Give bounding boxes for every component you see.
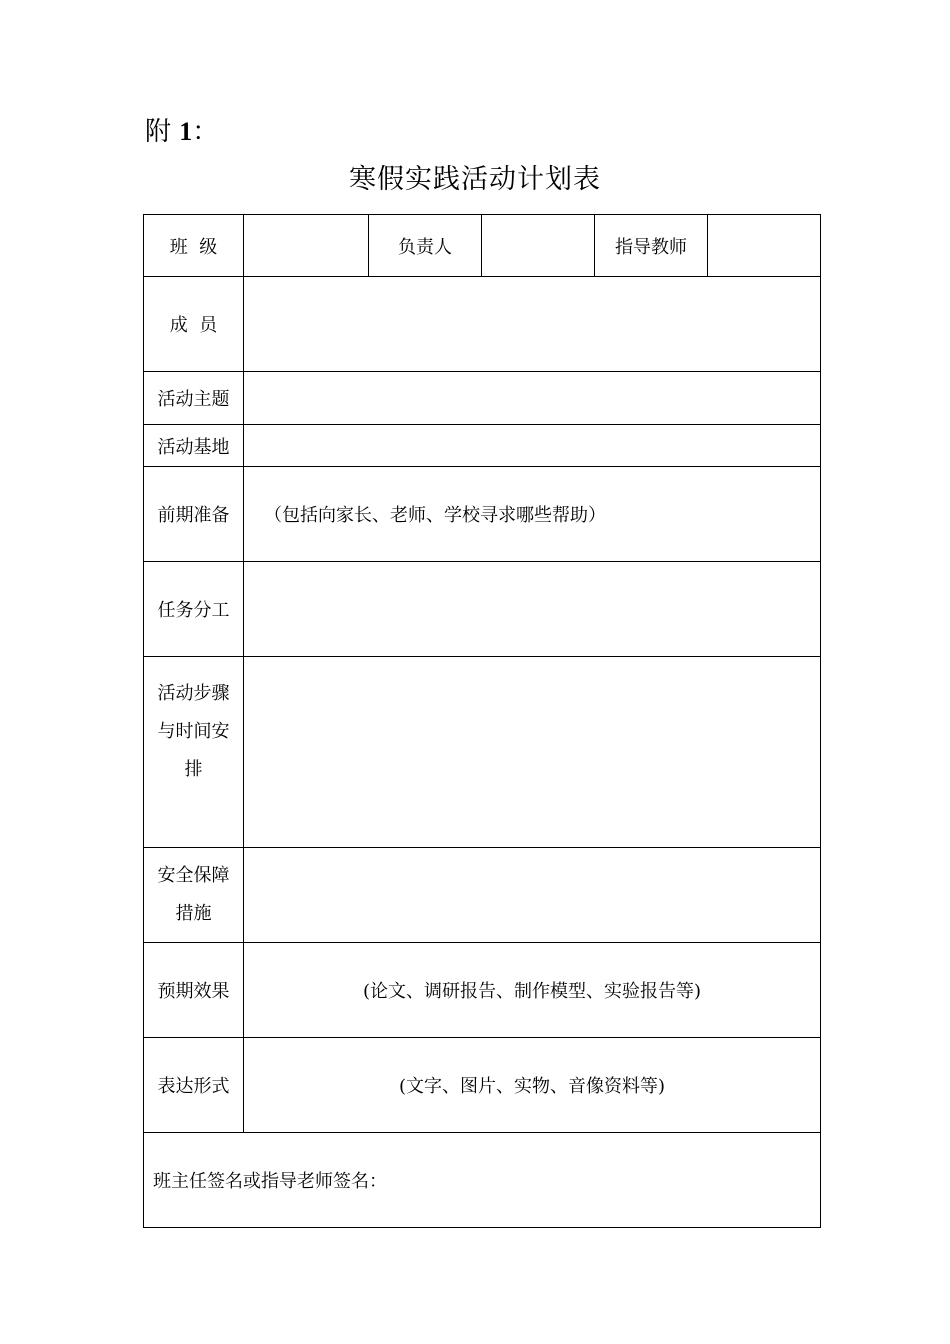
- steps-label-line: 排: [184, 759, 203, 780]
- safety-label: [144, 848, 244, 943]
- preparation-label: 前期准备: [144, 467, 244, 562]
- class-field[interactable]: [244, 215, 369, 277]
- table-row: [144, 848, 821, 943]
- table-row: [144, 1133, 821, 1228]
- table-row: [144, 215, 821, 277]
- preparation-field[interactable]: （包括向家长、老师、学校寻求哪些帮助）: [244, 467, 821, 562]
- expression-label: 表达形式: [144, 1038, 244, 1133]
- expected-label: 预期效果: [144, 943, 244, 1038]
- division-label: 任务分工: [144, 562, 244, 657]
- steps-label-line: 活动步骤: [157, 683, 230, 704]
- base-label: 活动基地: [144, 425, 244, 467]
- table-row: [144, 467, 821, 562]
- division-field[interactable]: [244, 562, 821, 657]
- table-row: [144, 372, 821, 425]
- table-row: [144, 1038, 821, 1133]
- theme-label: 活动主题: [144, 372, 244, 425]
- members-field[interactable]: [244, 277, 821, 372]
- table-row: [144, 425, 821, 467]
- attachment-label: 附 1：: [145, 117, 219, 147]
- table-row: [144, 943, 821, 1038]
- safety-label-line: 措施: [175, 903, 212, 924]
- base-field[interactable]: [244, 425, 821, 467]
- expected-field[interactable]: (论文、调研报告、制作模型、实验报告等): [244, 943, 821, 1038]
- leader-field[interactable]: [482, 215, 595, 277]
- steps-field[interactable]: [244, 657, 821, 848]
- table-row: [144, 562, 821, 657]
- safety-label-line: 安全保障: [157, 865, 230, 886]
- table-row: [144, 277, 821, 372]
- expression-field[interactable]: (文字、图片、实物、音像资料等): [244, 1038, 821, 1133]
- plan-table: [143, 214, 821, 1228]
- teacher-label: 指导教师: [595, 215, 708, 277]
- teacher-field[interactable]: [708, 215, 821, 277]
- steps-label-line: 与时间安: [157, 721, 230, 742]
- signature-field[interactable]: 班主任签名或指导老师签名：: [144, 1133, 821, 1228]
- page-title: 寒假实践活动计划表: [349, 164, 601, 195]
- steps-label: [144, 657, 244, 848]
- theme-field[interactable]: [244, 372, 821, 425]
- safety-field[interactable]: [244, 848, 821, 943]
- table-row: [144, 657, 821, 848]
- leader-label: 负责人: [369, 215, 482, 277]
- class-label: 班 级: [144, 215, 244, 277]
- members-label: 成 员: [144, 277, 244, 372]
